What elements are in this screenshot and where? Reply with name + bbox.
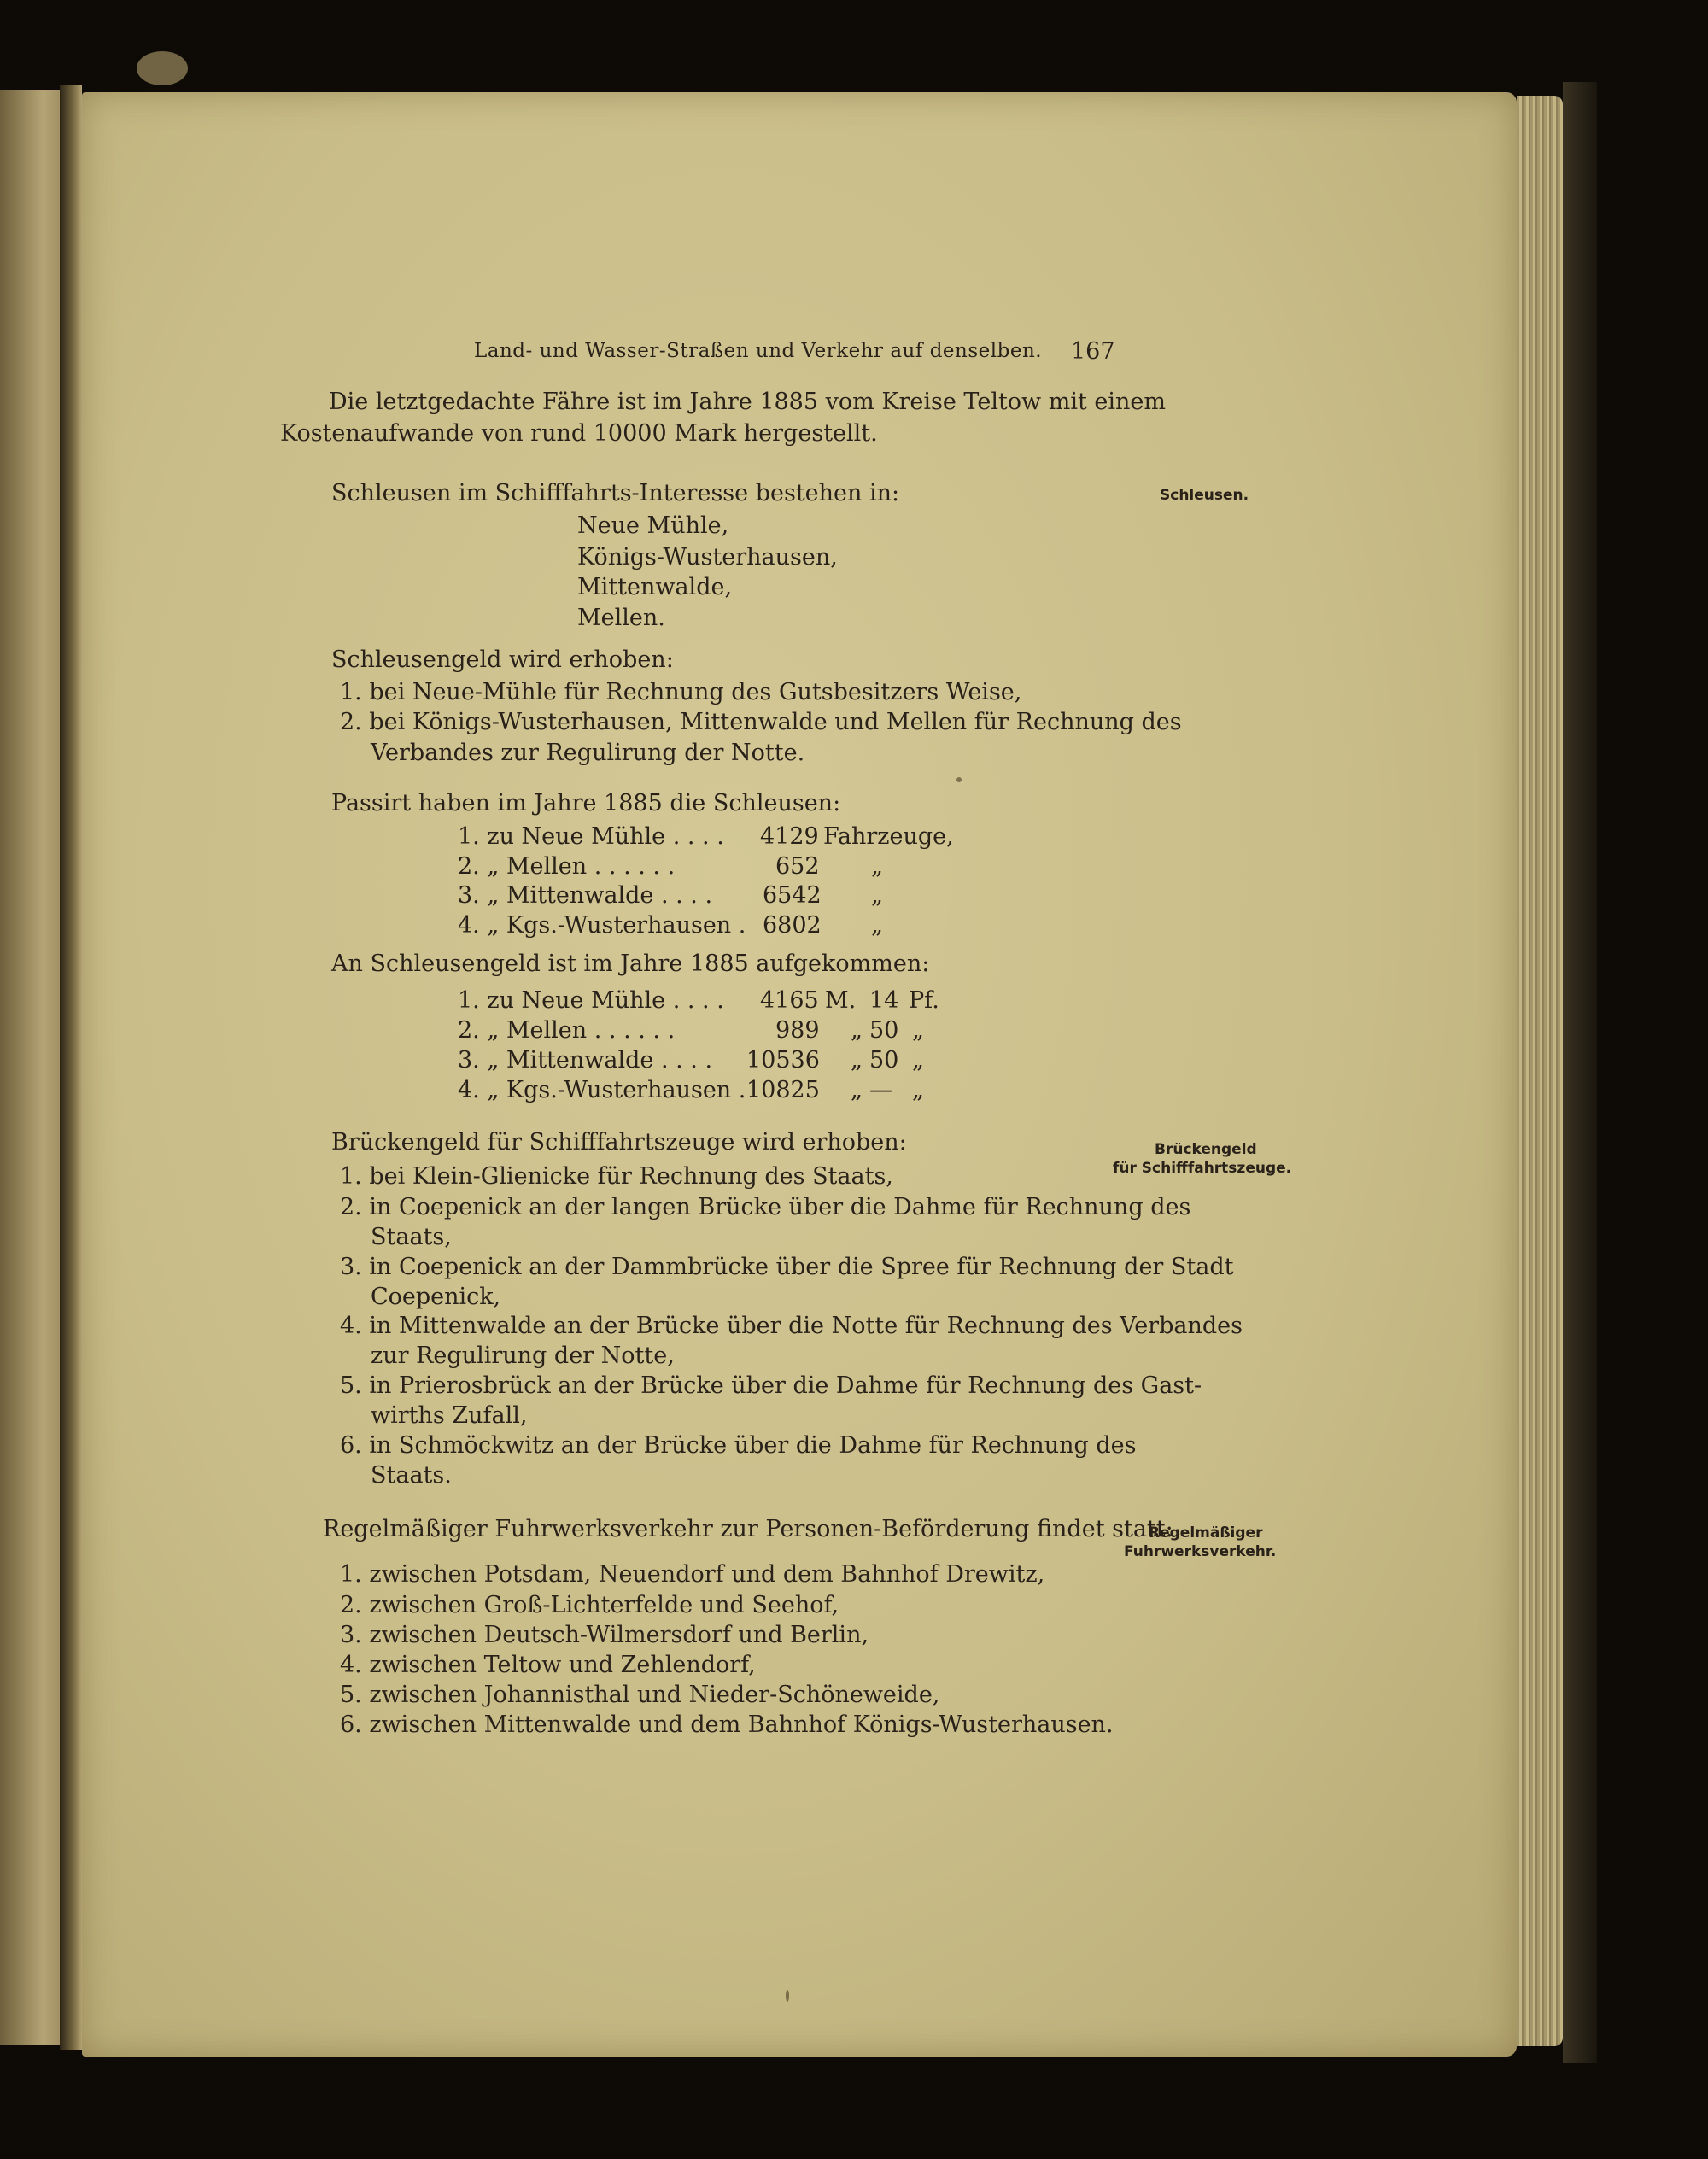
lock-item: Neue Mühle, (577, 512, 729, 539)
revenue-row-label: 1. zu Neue Mühle . . . . (458, 987, 724, 1014)
intro-line-2: Kostenaufwande von rund 10000 Mark hergestellt. (280, 420, 878, 447)
revenue-heading: An Schleusengeld ist im Jahre 1885 aufgekommen: (331, 951, 930, 977)
passages-heading: Passirt haben im Jahre 1885 die Schleusen: (331, 790, 841, 816)
bridge-fees-line: 1. bei Klein-Glienicke für Rechnung des Staats, (340, 1163, 893, 1190)
book-page (82, 92, 1517, 2057)
coach-service-line: 3. zwischen Deutsch-Wilmersdorf und Berlin, (340, 1622, 869, 1648)
revenue-row-value: 989 (775, 1017, 820, 1044)
lock-item: Mittenwalde, (577, 574, 733, 600)
lock-item: Mellen. (577, 605, 665, 631)
bridge-fees-line: zur Regulirung der Notte, (371, 1343, 675, 1369)
revenue-row-pf-unit: „ (912, 1077, 924, 1103)
coach-service-line: 2. zwischen Groß-Lichterfelde und Seehof, (340, 1592, 839, 1618)
margin-note-bridge: Brückengeld (1155, 1141, 1257, 1158)
passages-row-value: 6542 (763, 882, 822, 909)
passages-row-value: 652 (775, 853, 820, 880)
revenue-row-label: 4. „ Kgs.-Wusterhausen . (458, 1077, 746, 1103)
bridge-fees-line: Staats. (371, 1462, 452, 1489)
locks-heading: Schleusen im Schifffahrts-Interesse bestehen in: (331, 480, 900, 506)
revenue-row-pf-unit: „ (912, 1047, 924, 1074)
bridge-fees-line: 2. in Coepenick an der langen Brücke über die Dahme für Rechnung des (340, 1194, 1191, 1220)
passages-row-unit: „ (871, 853, 883, 880)
coach-service-line: 1. zwischen Potsdam, Neuendorf und dem Bahnhof Drewitz, (340, 1561, 1045, 1588)
revenue-row-label: 3. „ Mittenwalde . . . . (458, 1047, 713, 1074)
passages-row-unit: „ (871, 912, 883, 939)
revenue-row-pf: 50 (869, 1017, 899, 1044)
passages-row-value: 4129 (760, 823, 819, 850)
lock-fees-heading: Schleusengeld wird erhoben: (331, 647, 674, 673)
margin-note-bridge: für Schifffahrtszeuge. (1113, 1160, 1292, 1177)
revenue-row-pf-unit: Pf. (909, 987, 939, 1014)
revenue-row-label: 2. „ Mellen . . . . . . (458, 1017, 676, 1044)
lock-item: Königs-Wusterhausen, (577, 544, 838, 570)
page-number: 167 (1071, 338, 1115, 365)
passages-row-label: 4. „ Kgs.-Wusterhausen . (458, 912, 746, 939)
lock-fees-item: 2. bei Königs-Wusterhausen, Mittenwalde und Mellen für Rechnung des (340, 709, 1182, 735)
passages-row-label: 1. zu Neue Mühle . . . . (458, 823, 724, 850)
bridge-fees-line: 5. in Prierosbrück an der Brücke über die Dahme für Rechnung des Gast- (340, 1372, 1202, 1399)
paper-speck (786, 1990, 789, 2002)
page-block-edge (1517, 96, 1563, 2046)
revenue-row-mark: „ (851, 1077, 863, 1103)
passages-row-value: 6802 (763, 912, 822, 939)
revenue-row-pf: 14 (869, 987, 899, 1014)
bridge-fees-line: wirths Zufall, (371, 1402, 528, 1429)
paper-speck (956, 777, 962, 782)
bridge-fees-line: Coepenick, (371, 1284, 501, 1310)
paper-speck (137, 51, 188, 85)
passages-row-unit: Fahrzeuge, (823, 823, 954, 850)
intro-line-1: Die letztgedachte Fähre ist im Jahre 1885 vom Kreise Teltow mit einem (329, 389, 1167, 415)
lock-fees-item-continued: Verbandes zur Regulirung der Notte. (371, 740, 805, 766)
coach-service-line: 6. zwischen Mittenwalde und dem Bahnhof Königs-Wusterhausen. (340, 1711, 1114, 1738)
passages-row-unit: „ (871, 882, 883, 909)
lock-fees-item: 1. bei Neue-Mühle für Rechnung des Gutsbesitzers Weise, (340, 679, 1022, 705)
bridge-fees-line: 6. in Schmöckwitz an der Brücke über die Dahme für Rechnung des (340, 1432, 1137, 1459)
coach-service-heading: Regelmäßiger Fuhrwerksverkehr zur Personen-Beförderung findet statt: (323, 1516, 1173, 1542)
revenue-row-pf: — (869, 1077, 892, 1103)
margin-note-coach: Fuhrwerksverkehr. (1124, 1543, 1277, 1560)
revenue-row-value: 10825 (746, 1077, 820, 1103)
revenue-row-pf: 50 (869, 1047, 899, 1074)
margin-note-coach: Regelmäßiger (1149, 1524, 1263, 1542)
coach-service-line: 4. zwischen Teltow und Zehlendorf, (340, 1652, 756, 1678)
cover-board (1563, 82, 1597, 2063)
book-spine (60, 85, 82, 2050)
bridge-fees-line: 4. in Mittenwalde an der Brücke über die Notte für Rechnung des Verbandes (340, 1313, 1243, 1339)
passages-row-label: 2. „ Mellen . . . . . . (458, 853, 676, 880)
running-title: Land- und Wasser-Straßen und Verkehr auf denselben. (474, 340, 1043, 362)
revenue-row-value: 10536 (746, 1047, 820, 1074)
bridge-fees-line: Staats, (371, 1224, 452, 1250)
bridge-fees-line: 3. in Coepenick an der Dammbrücke über die Spree für Rechnung der Stadt (340, 1254, 1234, 1280)
revenue-row-mark: „ (851, 1017, 863, 1044)
bridge-fees-heading: Brückengeld für Schifffahrtszeuge wird erhoben: (331, 1129, 907, 1156)
coach-service-line: 5. zwischen Johannisthal und Nieder-Schöneweide, (340, 1682, 940, 1708)
passages-row-label: 3. „ Mittenwalde . . . . (458, 882, 713, 909)
revenue-row-pf-unit: „ (912, 1017, 924, 1044)
revenue-row-mark: M. (825, 987, 857, 1014)
revenue-row-value: 4165 (760, 987, 819, 1014)
margin-note-locks: Schleusen. (1160, 487, 1249, 504)
revenue-row-mark: „ (851, 1047, 863, 1074)
